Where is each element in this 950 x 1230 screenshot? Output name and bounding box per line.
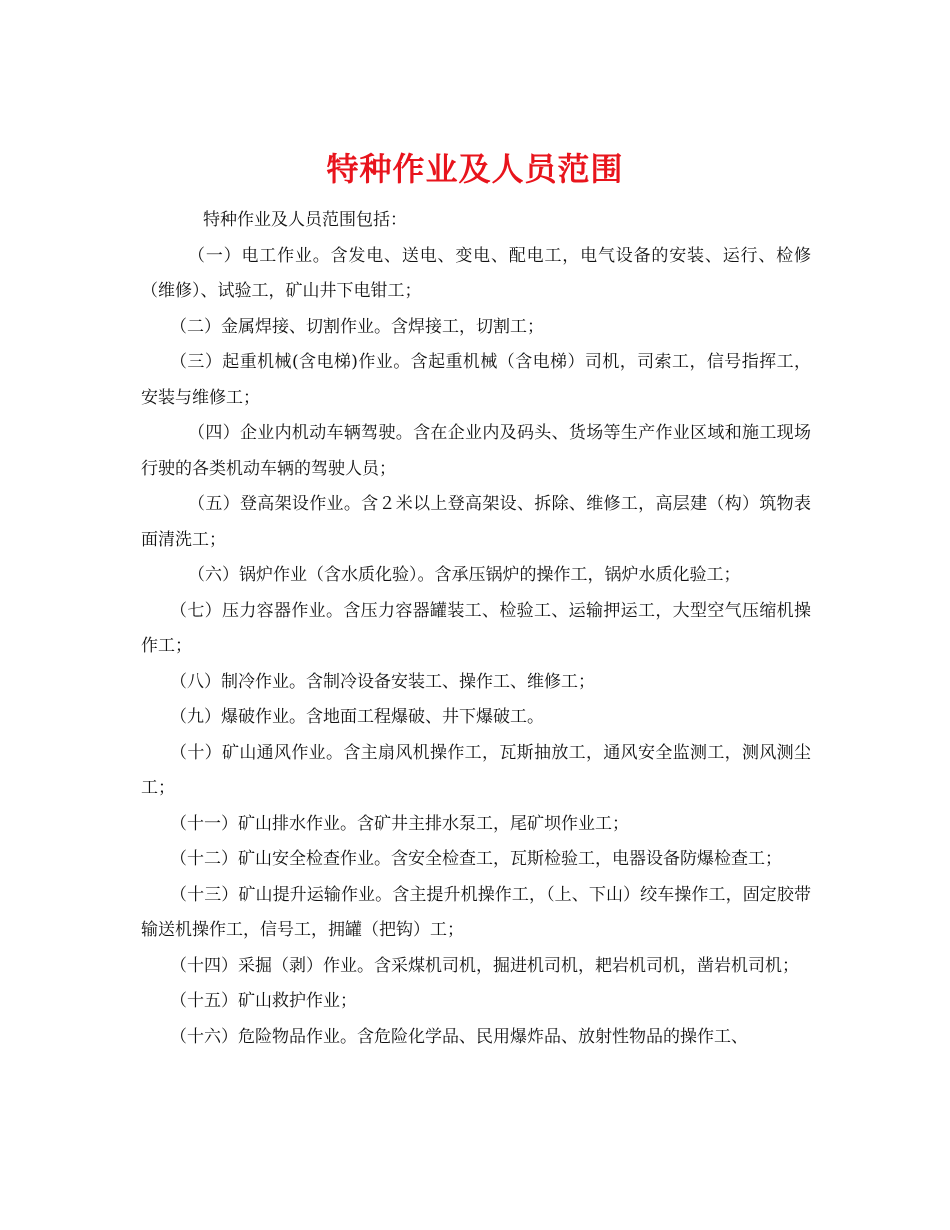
list-item-11: （十一）矿山排水作业。含矿井主排水泵工，尾矿坝作业工； [170,813,629,834]
list-item-15: （十五）矿山救护作业； [170,991,357,1011]
list-item-7: （七）压力容器作业。含压力容器罐装工、检验工、运输押运工，大型空气压缩机操作工； [141,600,811,656]
list-item-4: （四）企业内机动车辆驾驶。含在企业内及码头、货场等生产作业区域和施工现场行驶的各类机动车辆的驾驶人员； [141,423,811,479]
list-item-5: （五）登高架设作业。含２米以上登高架设、拆除、维修工，高层建（构）筑物表面清洗工； [141,494,811,550]
list-item-10: （十）矿山通风作业。含主扇风机操作工，瓦斯抽放工，通风安全监测工，测风测尘工； [141,742,811,798]
list-item-6: （六）锅炉作业（含水质化验）。含承压锅炉的操作工，锅炉水质化验工； [188,565,741,585]
list-item-1: （一）电工作业。含发电、送电、变电、配电工，电气设备的安装、运行、检修（维修）、试验工，矿山井下电钳工； [141,245,811,301]
intro-paragraph: 特种作业及人员范围包括： [203,210,407,230]
list-item-12: （十二）矿山安全检查作业。含安全检查工，瓦斯检验工，电器设备防爆检查工； [170,849,782,869]
document-body [141,203,811,1055]
page-title: 特种作业及人员范围 [326,150,624,189]
list-item-13: （十三）矿山提升运输作业。含主提升机操作工，（上、下山）绞车操作工，固定胶带输送机操作工，信号工，拥罐（把钩）工； [141,884,811,940]
list-item-2: （二）金属焊接、切割作业。含焊接工，切割工； [170,316,544,337]
list-item-8: （八）制冷作业。含制冷设备安装工、操作工、维修工； [170,671,595,692]
list-item-14: （十四）采掘（剥）作业。含采煤机司机，掘进机司机，耙岩机司机，凿岩机司机； [170,955,799,976]
list-item-16: （十六）危险物品作业。含危险化学品、民用爆炸品、放射性物品的操作工、 [170,1026,748,1047]
list-item-3: （三）起重机械(含电梯)作业。含起重机械（含电梯）司机，司索工，信号指挥工，安装与维修工； [141,352,811,408]
list-item-9: （九）爆破作业。含地面工程爆破、井下爆破工。 [170,707,544,727]
